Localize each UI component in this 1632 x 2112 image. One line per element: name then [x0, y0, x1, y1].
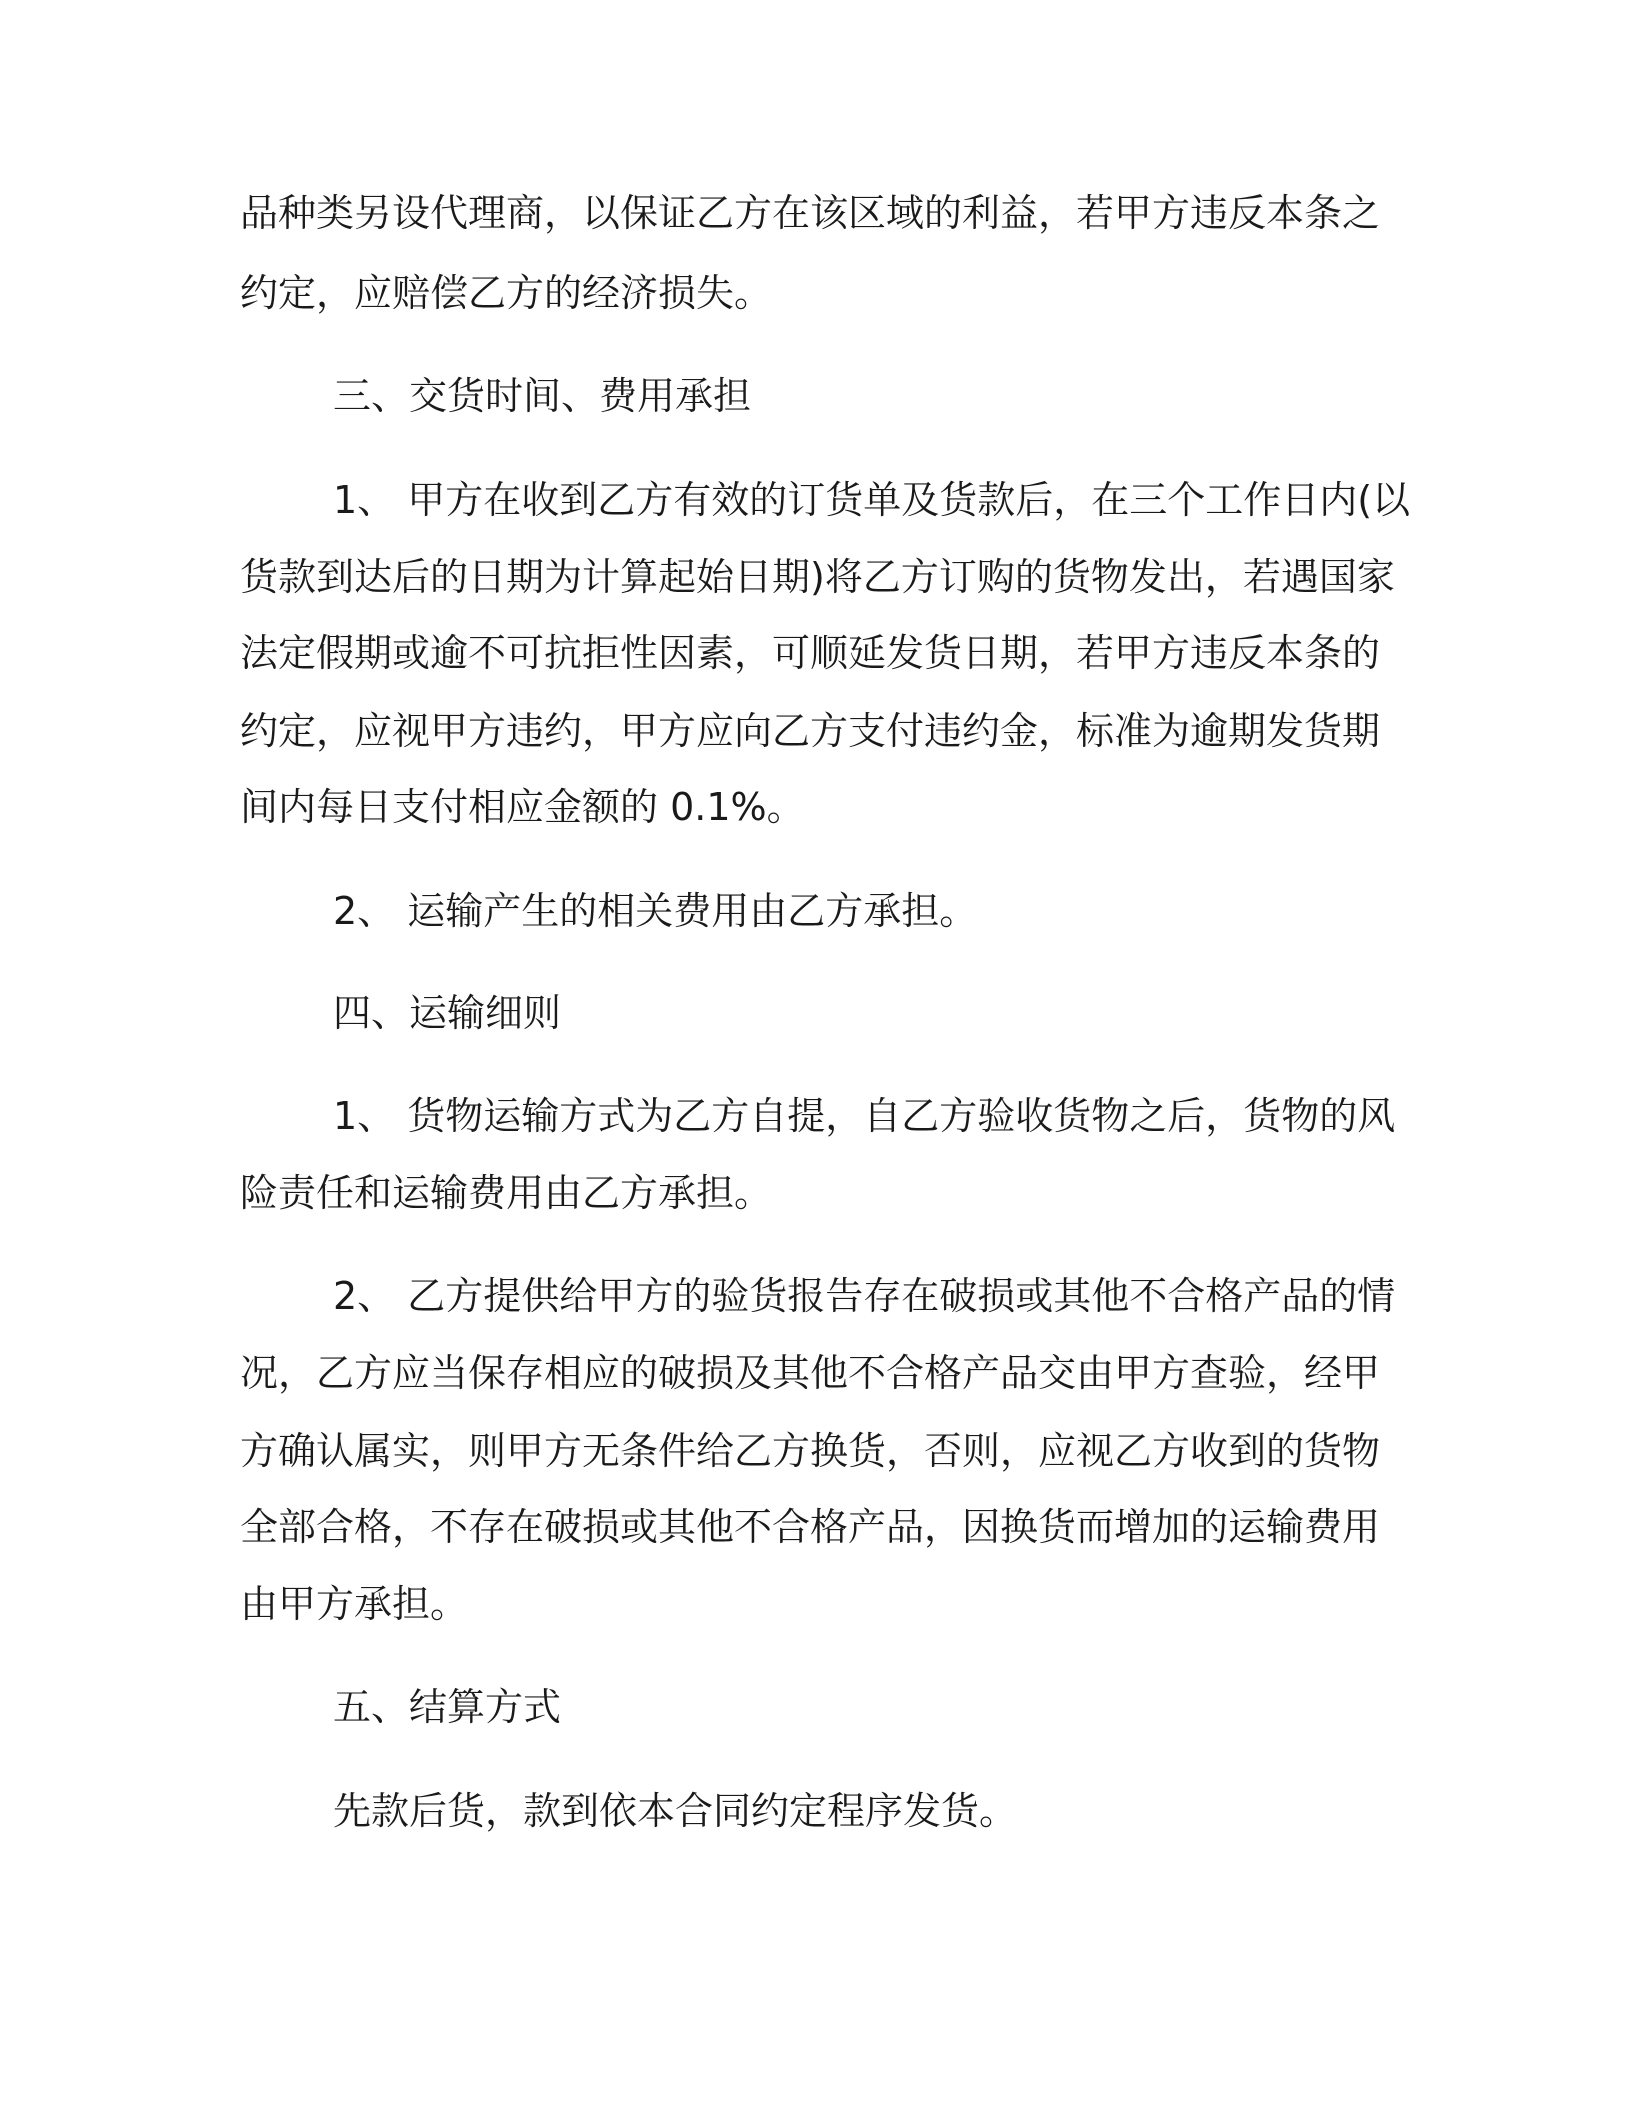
text-line: 2、 乙方提供给甲方的验货报告存在破损或其他不合格产品的情: [333, 1274, 1396, 1318]
paragraph-settlement: 先款后货，款到依本合同约定程序发货。: [333, 1789, 1018, 1833]
text-line: 货款到达后的日期为计算起始日期)将乙方订购的货物发出，若遇国家: [240, 555, 1395, 599]
paragraph-delivery-2: 2、 运输产生的相关费用由乙方承担。: [333, 889, 978, 933]
text-line: 约定，应视甲方违约，甲方应向乙方支付违约金，标准为逾期发货期: [240, 709, 1381, 753]
text-line: 品种类另设代理商，以保证乙方在该区域的利益，若甲方违反本条之: [240, 191, 1381, 235]
text-line: 法定假期或逾不可抗拒性因素，可顺延发货日期，若甲方违反本条的: [240, 631, 1381, 675]
section-heading-delivery: 三、交货时间、费用承担: [333, 374, 752, 418]
section-heading-transport: 四、运输细则: [333, 991, 562, 1035]
text-line: 1、 货物运输方式为乙方自提，自乙方验收货物之后，货物的风: [333, 1094, 1396, 1138]
text-line: 况，乙方应当保存相应的破损及其他不合格产品交由甲方查验，经甲: [240, 1351, 1381, 1395]
text-line: 全部合格，不存在破损或其他不合格产品，因换货而增加的运输费用: [240, 1505, 1381, 1549]
section-heading-settlement: 五、结算方式: [333, 1685, 562, 1729]
text-line: 间内每日支付相应金额的 0.1%。: [240, 785, 805, 829]
text-line: 方确认属实，则甲方无条件给乙方换货，否则，应视乙方收到的货物: [240, 1429, 1381, 1473]
text-line: 由甲方承担。: [240, 1582, 469, 1626]
text-line: 约定，应赔偿乙方的经济损失。: [240, 271, 773, 315]
text-line: 险责任和运输费用由乙方承担。: [240, 1171, 773, 1215]
text-line: 1、 甲方在收到乙方有效的订货单及货款后，在三个工作日内(以: [333, 478, 1411, 522]
